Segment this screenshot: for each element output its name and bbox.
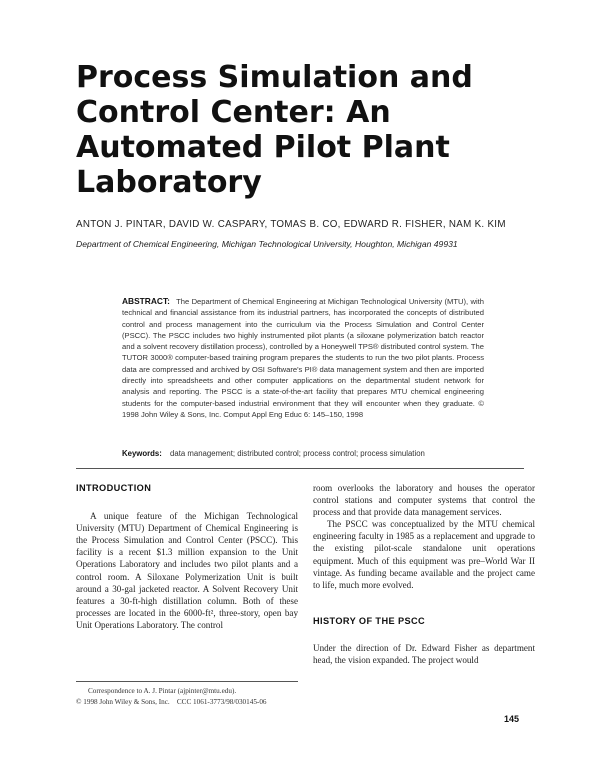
article-title: Process Simulation and Control Center: An Automated Pilot Plant Laboratory (76, 60, 473, 200)
author-list: ANTON J. PINTAR, DAVID W. CASPARY, TOMAS B. CO, EDWARD R. FISHER, NAM K. KIM (76, 219, 506, 230)
keywords (122, 449, 502, 458)
keywords-text: data management; distributed control; process control; process simulation (170, 449, 425, 458)
pscc-concept-paragraph: The PSCC was conceptualized by the MTU chemical engineering faculty in 1985 as a replacement and upgrade to the existing pilot-scale standalone unit operations equipment. Much of this equipment was pre–World War II vintage. As funding became available and the project came to life, much more evolved. (313, 519, 535, 590)
section-divider (76, 468, 524, 469)
affiliation: Department of Chemical Engineering, Michigan Technological University, Houghton, Michigan 49931 (76, 239, 458, 249)
correspondence-footnote: Correspondence to A. J. Pintar (ajpinter@mtu.edu). (88, 687, 237, 695)
left-column (76, 482, 298, 631)
abstract (122, 296, 484, 420)
right-column (313, 482, 535, 666)
keywords-label: Keywords: (122, 449, 162, 458)
footnotes (76, 686, 306, 708)
history-heading: HISTORY OF THE PSCC (313, 615, 426, 626)
abstract-label: ABSTRACT: (122, 296, 170, 306)
abstract-text: The Department of Chemical Engineering at Michigan Technological University (MTU), with technical and financial assistance from its industrial partners, has incorporated the concepts of distributed control and process management into the curriculum via the Process Simulation and Control Center (PSCC). The PSCC includes two highly instrumented pilot plants (a siloxane polymerization batch reactor and a solvent recovery distillation process), controlled by a Honeywell TPS® distributed control system. The TUTOR 3000® computer-based training program prepares the students to run the two pilot plants. Process data are compressed and archived by OSI Software's PI® data management system and then are imported directly into spreadsheets and other computer applications on the departmental student network for analysis and reporting. The PSCC is a state-of-the-art facility that prepares MTU chemical engineering students for the computer-based industrial environment that they will encounter when they graduate. © 1998 John Wiley & Sons, Inc. Comput Appl Eng Educ 6: 145–150, 1998 (122, 297, 484, 419)
page-number: 145 (504, 714, 520, 724)
introduction-heading: INTRODUCTION (76, 483, 152, 493)
control-room-paragraph: room overlooks the laboratory and houses the operator control stations and computer systems that control the process and that provide data management services. (313, 483, 535, 518)
copyright-footnote: © 1998 John Wiley & Sons, Inc. CCC 1061-3773/98/030145-06 (76, 698, 267, 706)
footnote-divider (76, 681, 298, 682)
history-paragraph: Under the direction of Dr. Edward Fisher as department head, the vision expanded. The project would (313, 642, 535, 666)
introduction-paragraph: A unique feature of the Michigan Technological University (MTU) Department of Chemical Engineering is the Process Simulation and Control Center (PSCC). This facility is a recent $1.3 million expansion to the Unit Operations Laboratory and includes two pilot plants and a control room. A Siloxane Polymerization Unit is built around a 30-gal jacketed reactor. A Solvent Recovery Unit features a 30-ft-high distillation column. Both of these processes are located in the 6000-ft², three-story, open bay Unit Operations Laboratory. The control (76, 511, 298, 630)
